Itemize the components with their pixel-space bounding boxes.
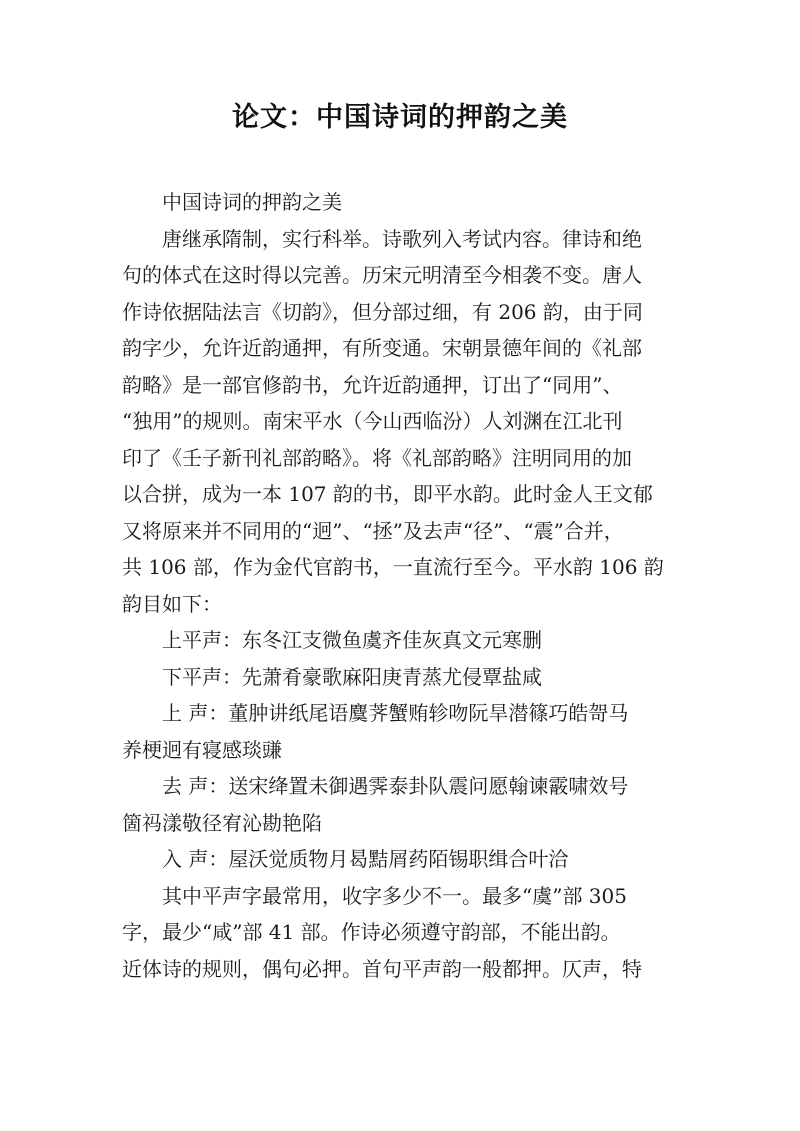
text-line: 入 声：屋沃觉质物月曷黠屑药陌锡职缉合叶洽 <box>162 847 569 871</box>
text-line: 韵略》是一部官修韵书，允许近韵通押，订出了“同用”、 <box>122 372 623 397</box>
text-line: 上平声：东冬江支微鱼虞齐佳灰真文元寒删 <box>162 628 542 652</box>
text-line: 箇祃漾敬径宥沁勘艳陷 <box>122 810 322 835</box>
document-body <box>122 184 682 987</box>
text-line: 去 声：送宋绛置未御遇霁泰卦队震问愿翰谏霰啸效号 <box>162 774 629 798</box>
text-line: 以合拼，成为一本 107 韵的书，即平水韵。此时金人王文郁 <box>122 482 653 506</box>
text-line: 句的体式在这时得以完善。历宋元明清至今相袭不变。唐人 <box>122 263 642 287</box>
text-line: 养梗迥有寝感琰豏 <box>122 737 282 762</box>
text-line: 韵目如下： <box>122 591 222 616</box>
text-line: 印了《壬子新刊礼部韵略》。将《礼部韵略》注明同用的加 <box>122 445 632 470</box>
text-line: 上 声：董肿讲纸尾语麌荠蟹贿轸吻阮旱潜篠巧皓哿马 <box>162 701 629 725</box>
text-line: 中国诗词的押韵之美 <box>162 190 342 214</box>
text-line: 共 106 部，作为金代官韵书，一直流行至今。平水韵 106 韵 <box>122 555 664 579</box>
text-line: 下平声：先萧肴豪歌麻阳庚青蒸尤侵覃盐咸 <box>162 664 542 689</box>
text-line: 近体诗的规则，偶句必押。首句平声韵一般都押。仄声，特 <box>122 956 642 981</box>
document-title: 论文：中国诗词的押韵之美 <box>232 102 568 133</box>
text-line: 作诗依据陆法言《切韵》，但分部过细，有 206 韵，由于同 <box>122 299 643 324</box>
text-line: 字，最少“咸”部 41 部。作诗必须遵守韵部，不能出韵。 <box>122 920 621 944</box>
text-line: 其中平声字最常用，收字多少不一。最多“虞”部 305 <box>162 883 627 908</box>
text-line: “独用”的规则。南宋平水（今山西临汾）人刘渊在江北刊 <box>122 409 623 433</box>
text-line: 又将原来并不同用的“迥”、“拯”及去声“径”、“震”合并， <box>122 518 624 543</box>
text-line: 韵字少，允许近韵通押，有所变通。宋朝景德年间的《礼部 <box>122 336 642 360</box>
text-line: 唐继承隋制，实行科举。诗歌列入考试内容。律诗和绝 <box>162 226 642 251</box>
